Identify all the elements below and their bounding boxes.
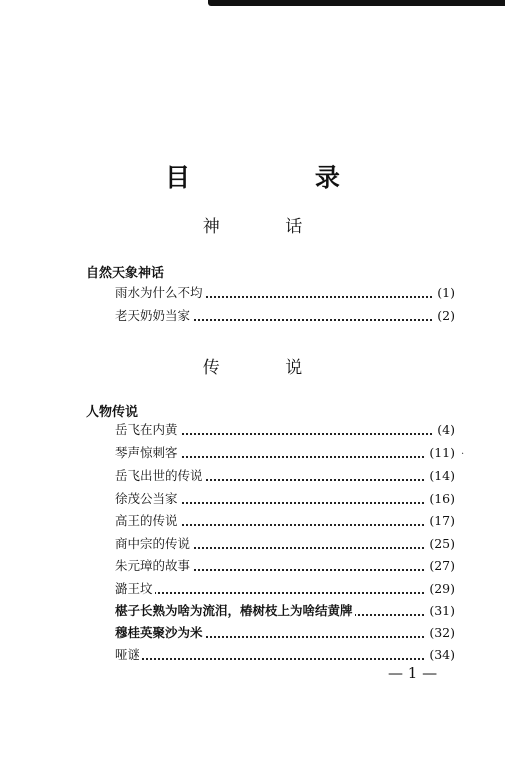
toc-entry-page: (25) <box>426 535 455 553</box>
toc-entry[interactable] <box>115 421 455 439</box>
toc-entry[interactable] <box>115 580 455 598</box>
toc-entry-page: (11) <box>426 444 455 462</box>
toc-entry-title: 琴声惊刺客 <box>115 445 178 460</box>
toc-entry-page: (4) <box>434 421 455 439</box>
toc-entry[interactable] <box>115 444 455 462</box>
toc-entry-page: (16) <box>426 490 455 508</box>
toc-entry[interactable] <box>115 284 455 302</box>
category-heading-figure-legends: 人物传说 <box>86 405 139 420</box>
toc-entry-page: (29) <box>426 580 455 598</box>
page-number: — 1 — <box>388 664 438 682</box>
toc-entry[interactable] <box>115 307 455 325</box>
scan-speck: . <box>461 446 465 457</box>
section-heading-legends: 传 说 <box>202 358 333 378</box>
toc-entry[interactable] <box>115 602 455 620</box>
toc-entry-title: 徐茂公当家 <box>115 491 178 506</box>
toc-entry-page: (2) <box>434 307 455 325</box>
toc-entry-page: (1) <box>434 284 455 302</box>
toc-entry-title: 高王的传说 <box>115 513 178 528</box>
toc-entry[interactable] <box>115 490 455 508</box>
toc-entry-title: 老天奶奶当家 <box>115 308 191 323</box>
toc-entry-title: 岳飞在内黄 <box>115 422 178 437</box>
category-heading-nature-myths: 自然天象神话 <box>86 266 165 281</box>
toc-entry[interactable] <box>115 557 455 575</box>
toc-entry-page: (14) <box>426 467 455 485</box>
toc-entry[interactable] <box>115 646 455 664</box>
toc-entry[interactable] <box>115 535 455 553</box>
toc-entry-title: 岳飞出世的传说 <box>115 468 203 483</box>
toc-entry-title: 椹子长熟为啥为流泪，椿树枝上为啥结黄牌 <box>115 603 353 618</box>
toc-entry-page: (17) <box>426 512 455 530</box>
toc-entry-page: (31) <box>426 602 455 620</box>
toc-entry[interactable] <box>115 467 455 485</box>
leader-dots <box>115 592 455 594</box>
toc-entry[interactable] <box>115 512 455 530</box>
toc-entry-page: (32) <box>426 624 455 642</box>
toc-entry-title: 雨水为什么不均 <box>115 285 203 300</box>
toc-entry-title: 哑谜 <box>115 647 141 662</box>
toc-entry-title: 穆桂英聚沙为米 <box>115 625 203 640</box>
page-title: 目 录 <box>165 163 398 192</box>
leader-dots <box>115 658 455 660</box>
toc-entry-title: 朱元璋的故事 <box>115 558 191 573</box>
toc-entry[interactable] <box>115 624 455 642</box>
section-heading-myths: 神 话 <box>202 217 333 237</box>
toc-entry-title: 潞王坟 <box>115 581 153 596</box>
scan-edge-bar <box>208 0 505 6</box>
toc-entry-page: (27) <box>426 557 455 575</box>
toc-entry-page: (34) <box>426 646 455 664</box>
toc-entry-title: 商中宗的传说 <box>115 536 191 551</box>
